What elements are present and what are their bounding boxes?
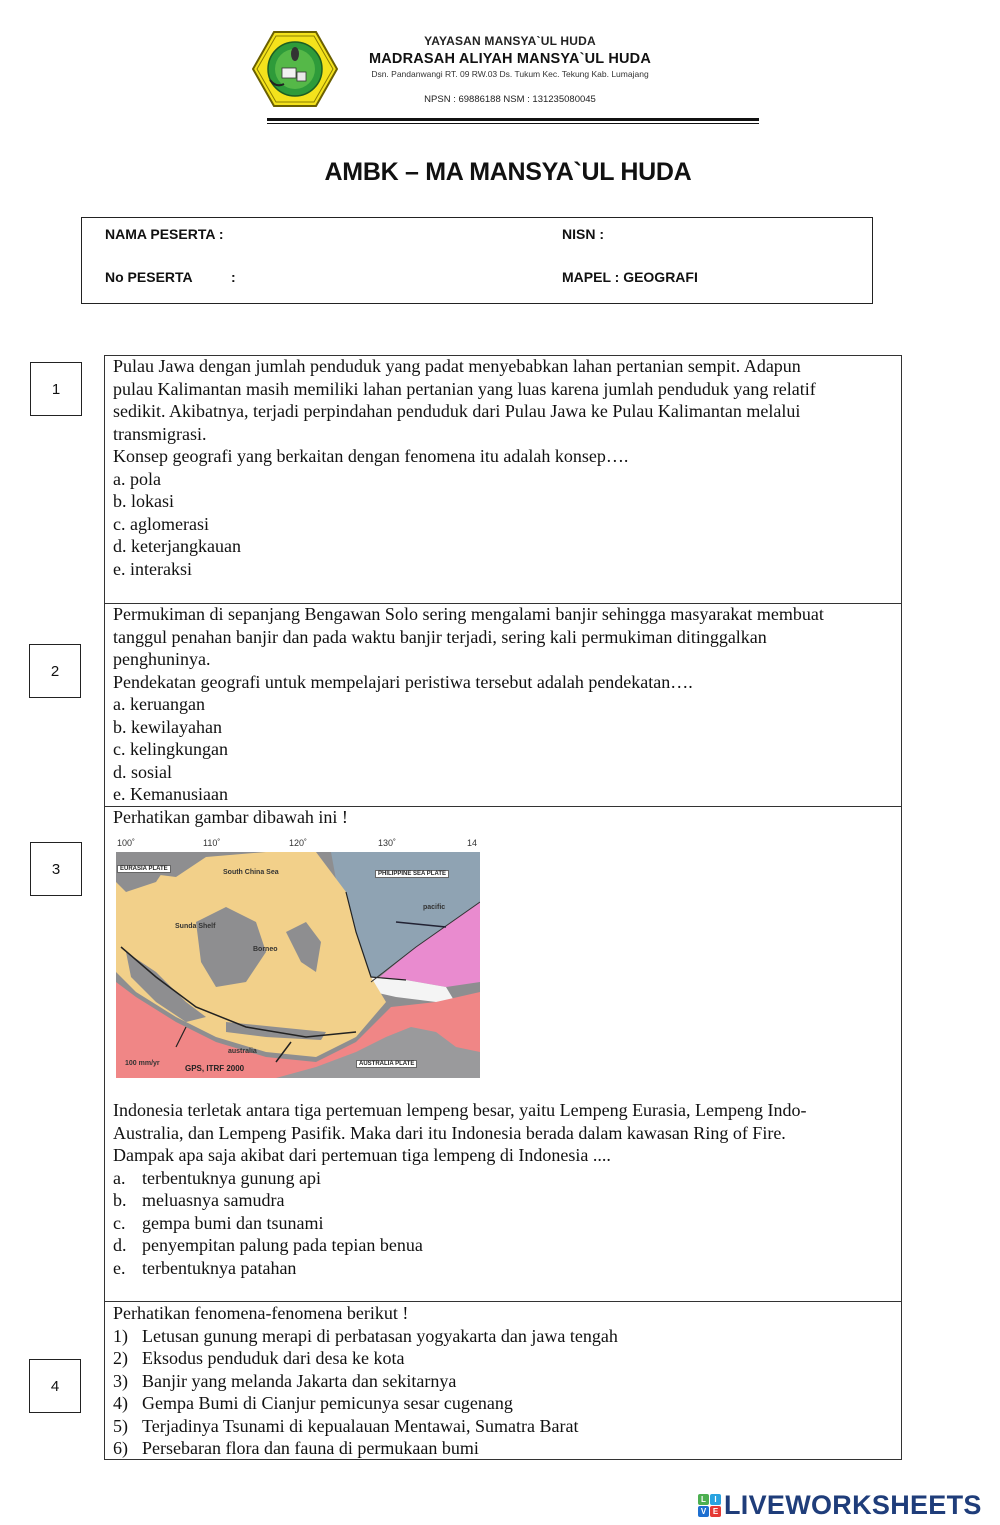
school-ids: NPSN : 69886188 NSM : 131235080045 bbox=[424, 94, 596, 105]
subject-label: MAPEL : GEOGRAFI bbox=[562, 269, 698, 285]
option-a[interactable]: a. keruangan bbox=[113, 694, 205, 714]
option-text: penyempitan palung pada tepian benua bbox=[142, 1235, 423, 1255]
borneo-label: Borneo bbox=[253, 946, 278, 953]
question-text: Permukiman di sepanjang Bengawan Solo sering mengalami banjir sehingga masyarakat membuat bbox=[113, 604, 824, 624]
question-text: sedikit. Akibatnya, terjadi perpindahan penduduk dari Pulau Jawa ke Pulau Kalimantan melalui bbox=[113, 401, 801, 421]
foundation-name: YAYASAN MANSYA`UL HUDA bbox=[424, 34, 596, 48]
tectonic-plate-map bbox=[113, 838, 481, 1080]
participant-number-label: No PESERTA bbox=[105, 269, 193, 285]
list-item bbox=[113, 1325, 898, 1348]
question-number-3: 3 bbox=[30, 842, 82, 896]
option-d[interactable]: d. keterjangkauan bbox=[113, 536, 241, 556]
tick-label: 110˚ bbox=[203, 838, 221, 848]
item-text: Banjir yang melanda Jakarta dan sekitarnya bbox=[142, 1370, 457, 1391]
tile-v: V bbox=[698, 1506, 709, 1517]
question-number-2: 2 bbox=[29, 644, 81, 698]
option-d[interactable] bbox=[113, 1234, 898, 1257]
option-c[interactable] bbox=[113, 1212, 898, 1235]
gps-label: GPS, ITRF 2000 bbox=[185, 1064, 245, 1073]
participant-name-label: NAMA PESERTA : bbox=[105, 226, 224, 242]
item-text: Letusan gunung merapi di perbatasan yogyakarta dan jawa tengah bbox=[142, 1325, 618, 1346]
question-text: pulau Kalimantan masih memiliki lahan pertanian yang luas karena jumlah penduduk yang relatif bbox=[113, 378, 816, 399]
item-text: Eksodus penduduk dari desa ke kota bbox=[142, 1348, 405, 1368]
letterhead-divider-thin bbox=[267, 123, 759, 124]
tile-i: I bbox=[710, 1494, 721, 1505]
item-number: 2) bbox=[113, 1348, 128, 1368]
list-item bbox=[113, 1415, 898, 1438]
question-number-1: 1 bbox=[30, 362, 82, 416]
participant-number-field[interactable] bbox=[245, 265, 545, 289]
school-logo bbox=[252, 30, 338, 108]
list-item bbox=[113, 1392, 898, 1415]
question-3-intro: Perhatikan gambar dibawah ini ! bbox=[113, 807, 348, 827]
option-text: gempa bumi dan tsunami bbox=[142, 1212, 324, 1233]
option-text: terbentuknya gunung api bbox=[142, 1167, 321, 1188]
question-3-body bbox=[113, 1099, 898, 1279]
question-2 bbox=[113, 603, 898, 806]
option-e[interactable] bbox=[113, 1257, 898, 1280]
option-letter: b. bbox=[113, 1190, 127, 1210]
tick-label: 130˚ bbox=[378, 838, 397, 848]
letterhead-divider bbox=[267, 118, 759, 121]
question-text: transmigrasi. bbox=[113, 423, 207, 444]
school-address: Dsn. Pandanwangi RT. 09 RW.03 Ds. Tukum Kec. Tekung Kab. Lumajang bbox=[371, 69, 649, 79]
option-text: terbentuknya patahan bbox=[142, 1257, 297, 1278]
participant-number-colon: : bbox=[231, 269, 236, 285]
map-image bbox=[116, 852, 480, 1078]
question-text: penghuninya. bbox=[113, 649, 211, 669]
school-name: MADRASAH ALIYAH MANSYA`UL HUDA bbox=[368, 51, 652, 67]
question-4 bbox=[113, 1302, 898, 1460]
nisn-field[interactable] bbox=[630, 222, 860, 246]
participant-name-field[interactable] bbox=[245, 222, 545, 246]
option-letter: a. bbox=[113, 1167, 126, 1188]
tick-label: 14 bbox=[467, 838, 478, 848]
eurasia-plate-label: EURASIA PLATE bbox=[117, 865, 171, 873]
item-number: 3) bbox=[113, 1370, 128, 1391]
south-china-sea-label: South China Sea bbox=[223, 869, 279, 876]
tile-l: L bbox=[698, 1494, 709, 1505]
question-prompt: Dampak apa saja akibat dari pertemuan tiga lempeng di Indonesia .... bbox=[113, 1145, 611, 1165]
tick-label: 100˚ bbox=[117, 838, 136, 848]
question-prompt: Pendekatan geografi untuk mempelajari peristiwa tersebut adalah pendekatan…. bbox=[113, 671, 693, 692]
question-text: tanggul penahan banjir dan pada waktu banjir terjadi, sering kali permukiman ditinggalkan bbox=[113, 626, 767, 647]
question-text: Indonesia terletak antara tiga pertemuan lempeng besar, yaitu Lempeng Eurasia, Lempeng Indo- bbox=[113, 1100, 807, 1120]
question-1 bbox=[113, 355, 898, 580]
brand-name: LIVEWORKSHEETS bbox=[724, 1489, 982, 1520]
list-item bbox=[113, 1347, 898, 1370]
question-intro: Perhatikan fenomena-fenomena berikut ! bbox=[113, 1303, 409, 1323]
item-text: Gempa Bumi di Cianjur pemicunya sesar cugenang bbox=[142, 1393, 513, 1413]
pacific-arrow-label: pacific bbox=[423, 904, 446, 911]
map-longitude-ticks bbox=[113, 838, 481, 852]
liveworksheets-logo bbox=[698, 1489, 982, 1521]
option-b[interactable] bbox=[113, 1189, 898, 1212]
option-letter: e. bbox=[113, 1257, 126, 1278]
option-b[interactable]: b. lokasi bbox=[113, 491, 174, 511]
item-number: 1) bbox=[113, 1325, 128, 1346]
nisn-label: NISN : bbox=[562, 226, 604, 242]
item-number: 6) bbox=[113, 1438, 128, 1458]
option-c[interactable]: c. aglomerasi bbox=[113, 513, 209, 534]
australia-arrow-label: australia bbox=[228, 1048, 257, 1055]
option-e[interactable]: e. Kemanusiaan bbox=[113, 784, 228, 804]
item-text: Terjadinya Tsunami di kepualauan Mentawai, Sumatra Barat bbox=[142, 1415, 579, 1436]
option-text: meluasnya samudra bbox=[142, 1190, 285, 1210]
item-text: Persebaran flora dan fauna di permukaan bumi bbox=[142, 1438, 479, 1458]
page-title: AMBK – MA MANSYA`UL HUDA bbox=[324, 158, 692, 186]
option-a[interactable] bbox=[113, 1167, 898, 1190]
sunda-shelf-label: Sunda Shelf bbox=[175, 923, 216, 930]
option-d[interactable]: d. sosial bbox=[113, 761, 173, 782]
list-item bbox=[113, 1437, 898, 1460]
option-a[interactable]: a. pola bbox=[113, 468, 161, 489]
australia-plate-label: AUSTRALIA PLATE bbox=[356, 1060, 417, 1068]
question-prompt: Konsep geografi yang berkaitan dengan fenomena itu adalah konsep…. bbox=[113, 446, 629, 466]
option-letter: d. bbox=[113, 1235, 127, 1255]
option-c[interactable]: c. kelingkungan bbox=[113, 739, 228, 759]
item-number: 5) bbox=[113, 1415, 128, 1436]
scale-label: 100 mm/yr bbox=[125, 1060, 160, 1067]
philippine-plate-label: PHILIPPINE SEA PLATE bbox=[375, 870, 449, 878]
question-text: Australia, dan Lempeng Pasifik. Maka dari itu Indonesia berada dalam kawasan Ring of Fire. bbox=[113, 1122, 786, 1143]
question-number-4: 4 bbox=[29, 1359, 81, 1413]
tick-label: 120˚ bbox=[289, 838, 308, 848]
tile-e: E bbox=[710, 1506, 721, 1517]
option-b[interactable]: b. kewilayahan bbox=[113, 716, 222, 737]
option-e[interactable]: e. interaksi bbox=[113, 558, 192, 579]
item-number: 4) bbox=[113, 1393, 128, 1413]
live-tiles-icon bbox=[698, 1494, 721, 1517]
list-item bbox=[113, 1370, 898, 1393]
option-letter: c. bbox=[113, 1212, 126, 1233]
question-text: Pulau Jawa dengan jumlah penduduk yang padat menyebabkan lahan pertanian sempit. Adapun bbox=[113, 356, 801, 376]
